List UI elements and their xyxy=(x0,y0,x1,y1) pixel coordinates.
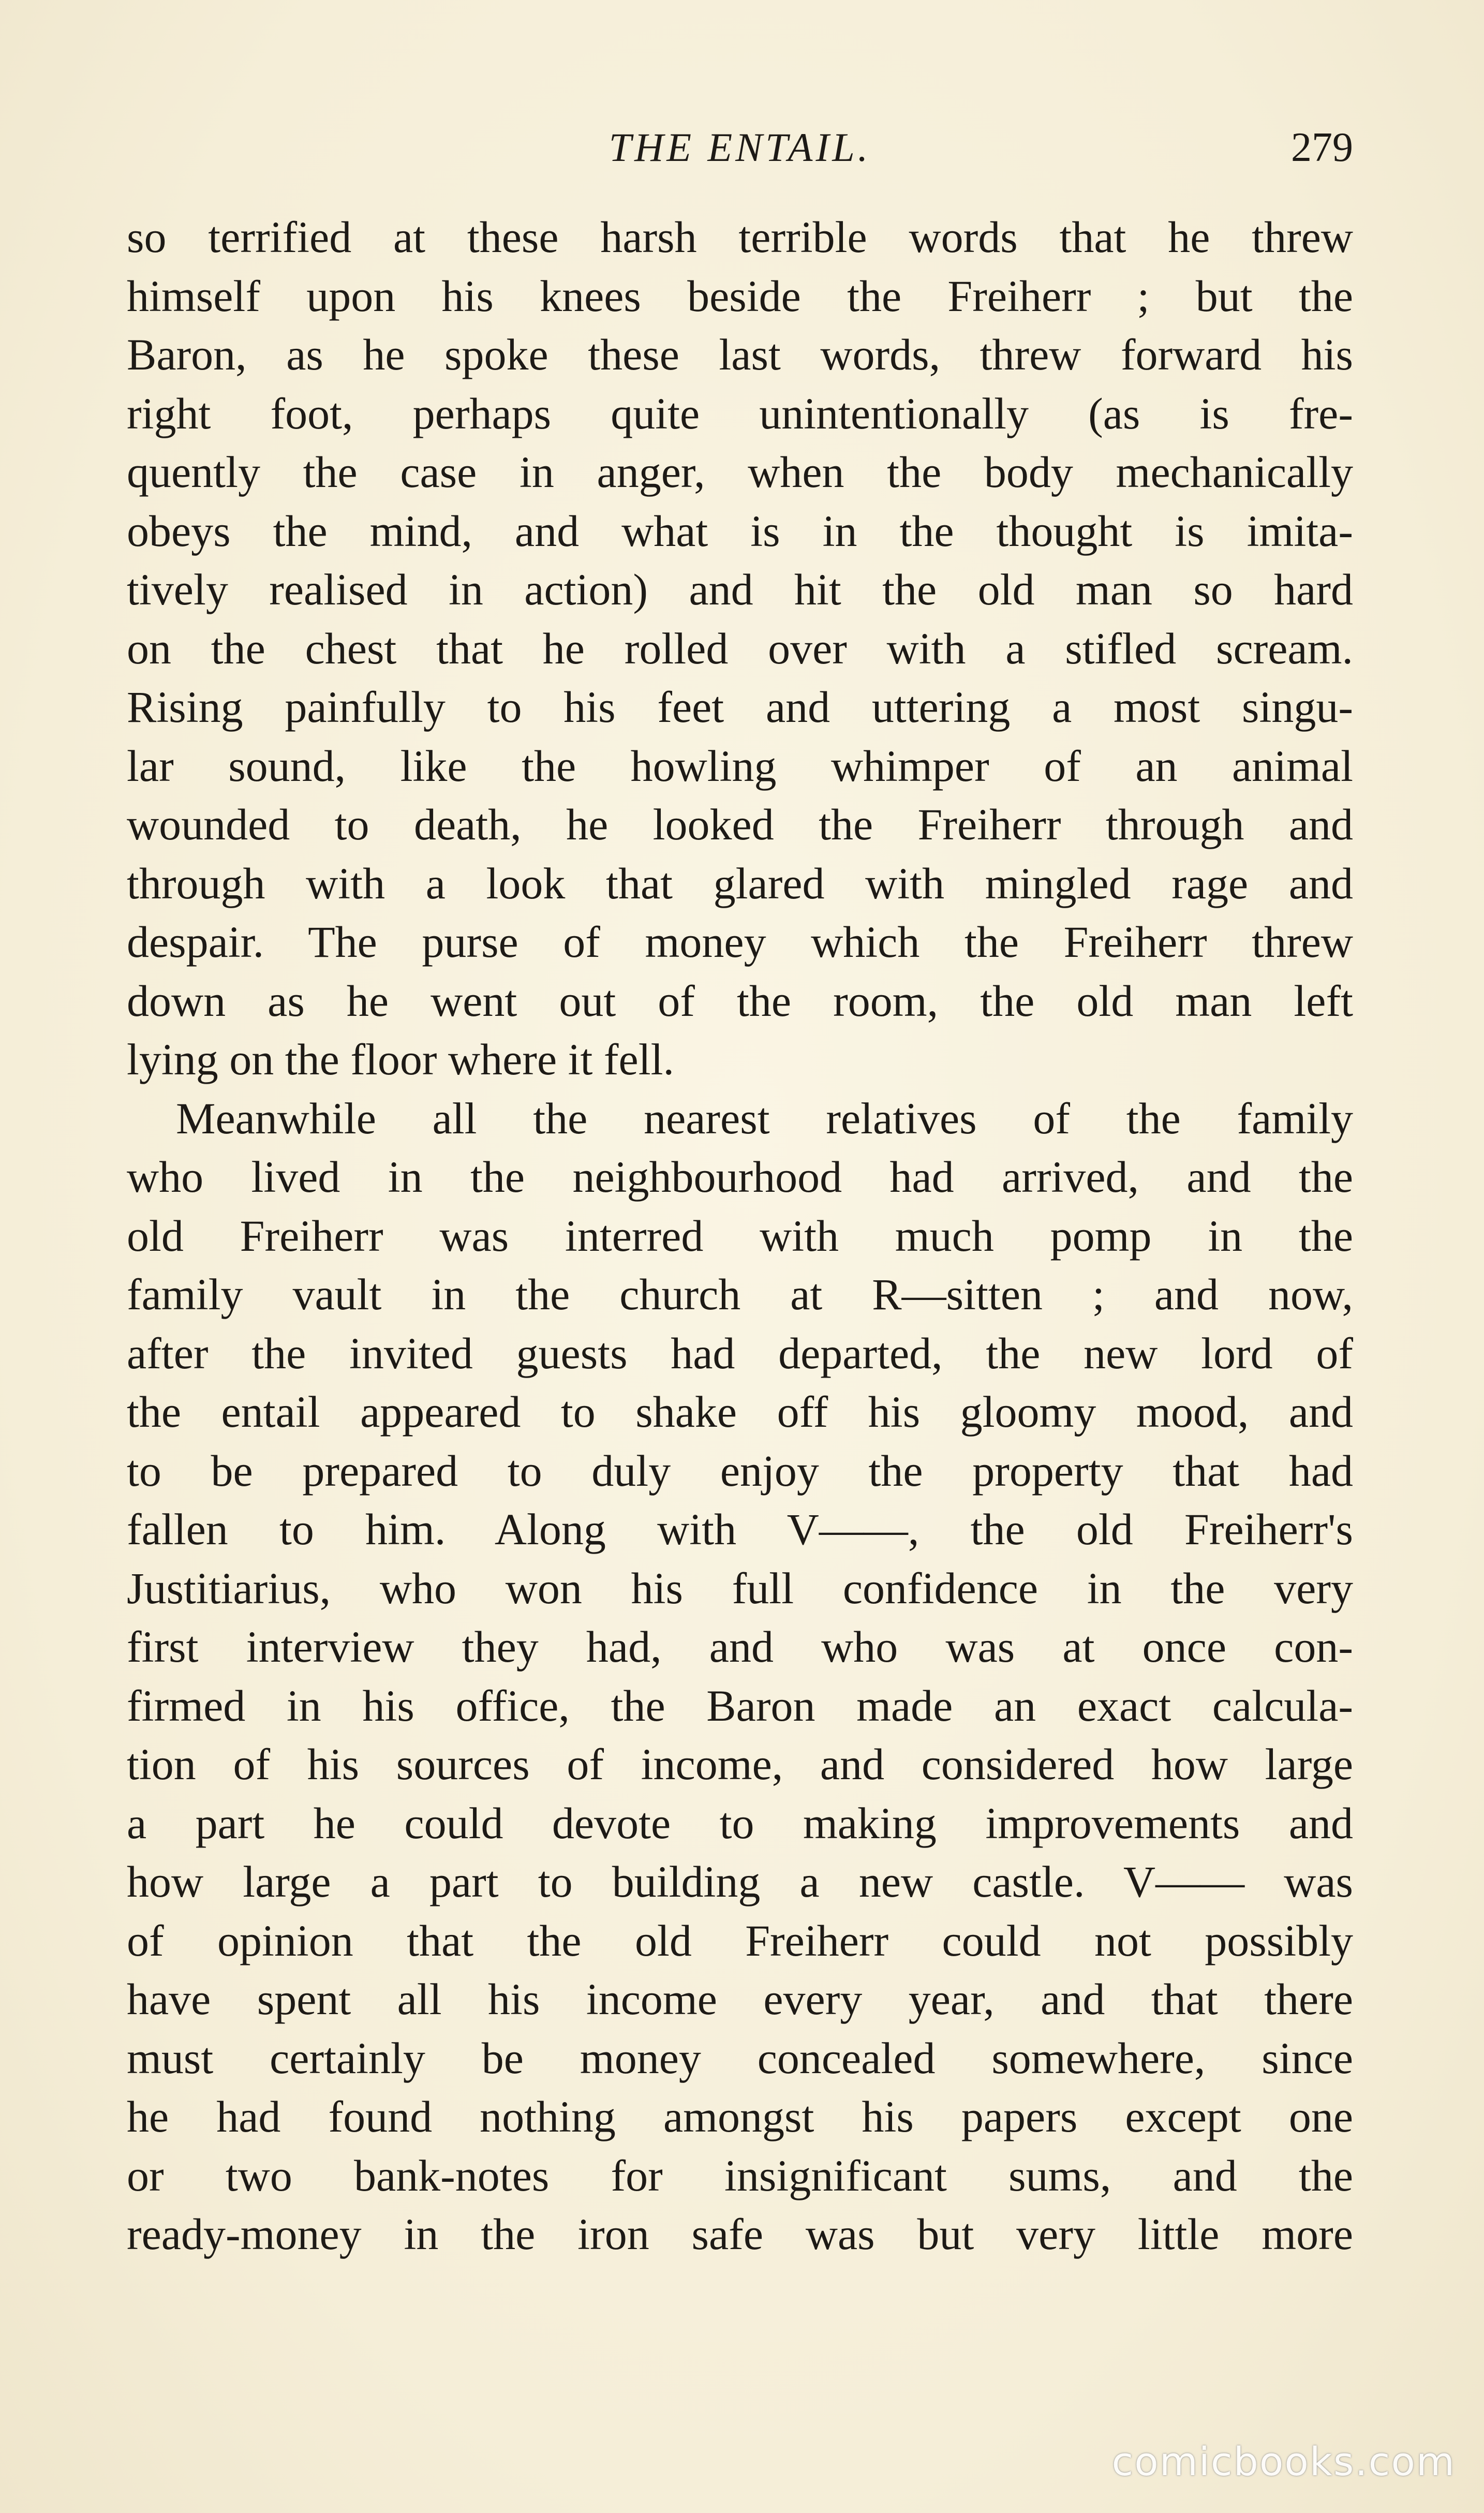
text-line: must certainly be money concealed somewhere, since xyxy=(127,2033,1353,2083)
running-head xyxy=(127,119,1353,176)
text-line: a part he could devote to making improvements and xyxy=(127,1798,1353,1848)
text-line: first interview they had, and who was at once con- xyxy=(127,1622,1353,1672)
text-line: through with a look that glared with mingled rage and xyxy=(127,858,1353,908)
text-line: down as he went out of the room, the old man left xyxy=(127,975,1353,1026)
text-line: on the chest that he rolled over with a stifled scream. xyxy=(127,623,1353,673)
text-line: ready-money in the iron safe was but very little more xyxy=(127,2209,1353,2259)
text-line: the entail appeared to shake off his gloomy mood, and xyxy=(127,1387,1353,1437)
text-line: old Freiherr was interred with much pomp in the xyxy=(127,1210,1353,1261)
text-line: firmed in his office, the Baron made an exact calcula- xyxy=(127,1680,1353,1731)
text-line: have spent all his income every year, and that there xyxy=(127,1974,1353,2024)
text-line: of opinion that the old Freiherr could not possibly xyxy=(127,1915,1353,1965)
text-line: tion of his sources of income, and considered how large xyxy=(127,1739,1353,1789)
text-line: he had found nothing amongst his papers except one xyxy=(127,2092,1353,2141)
text-line: Baron, as he spoke these last words, threw forward his xyxy=(127,330,1353,379)
body-text xyxy=(127,208,1353,2264)
text-line: tively realised in action) and hit the old man so hard xyxy=(127,565,1353,614)
text-line: wounded to death, he looked the Freiherr through and xyxy=(127,800,1353,849)
text-line: obeys the mind, and what is in the thought is imita- xyxy=(127,506,1353,556)
paragraph-end-line: lying on the floor where it fell. xyxy=(127,1034,674,1084)
text-line: to be prepared to duly enjoy the property that had xyxy=(127,1445,1353,1496)
text-line: himself upon his knees beside the Freiherr ; but the xyxy=(127,271,1353,321)
text-line: fallen to him. Along with V——, the old Freiherr's xyxy=(127,1504,1353,1554)
text-line: or two bank-notes for insignificant sums, and the xyxy=(127,2150,1353,2200)
running-title: THE ENTAIL. xyxy=(609,125,871,170)
text-line: despair. The purse of money which the Freiherr threw xyxy=(127,917,1353,967)
text-line: Rising painfully to his feet and uttering a most singu- xyxy=(127,682,1353,732)
text-line: right foot, perhaps quite unintentionally (as is fre- xyxy=(127,388,1353,438)
text-line: so terrified at these harsh terrible words that he threw xyxy=(127,212,1353,262)
page-number: 279 xyxy=(1291,125,1353,170)
paragraph-start-line: Meanwhile all the nearest relatives of the family xyxy=(176,1093,1353,1143)
text-line: Justitiarius, who won his full confidence in the very xyxy=(127,1563,1353,1613)
text-line: after the invited guests had departed, the new lord of xyxy=(127,1328,1353,1378)
watermark: comicbooks.com xyxy=(1111,2438,1456,2485)
text-line: how large a part to building a new castle. V—— was xyxy=(127,1857,1353,1906)
text-line: quently the case in anger, when the body mechanically xyxy=(127,447,1353,497)
text-line: family vault in the church at R—sitten ; and now, xyxy=(127,1269,1353,1319)
text-line: lar sound, like the howling whimper of an animal xyxy=(127,741,1353,791)
text-line: who lived in the neighbourhood had arrived, and the xyxy=(127,1152,1353,1202)
